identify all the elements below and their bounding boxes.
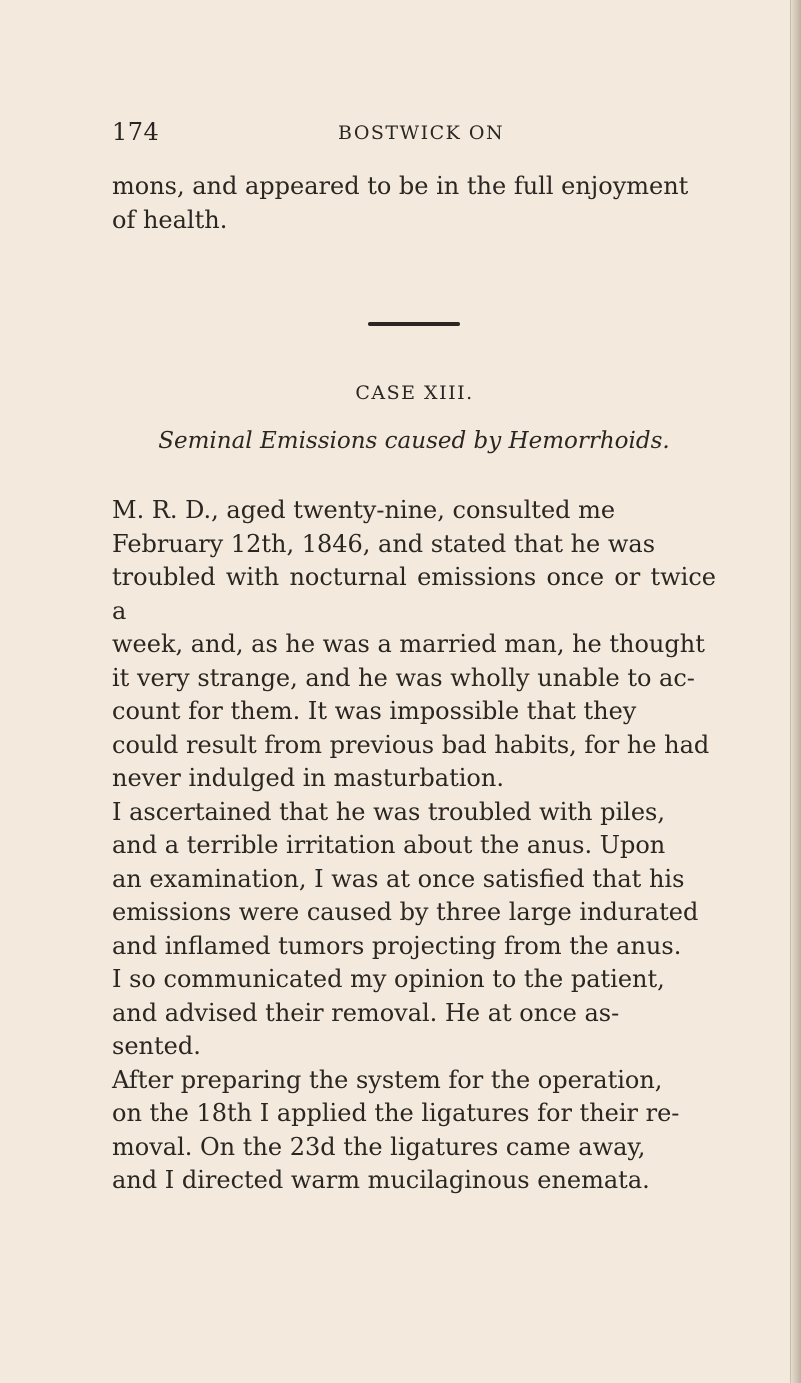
intro-paragraph [112, 170, 716, 237]
page-edge [791, 0, 801, 1383]
case-heading: CASE XIII. [355, 382, 474, 404]
case-title: Seminal Emissions caused by Hemorrhoids. [158, 428, 670, 454]
paragraph-1: M. R. D., aged twenty-nine, consulted me February 12th, 1846, and stated that he was troubled with nocturnal emissions once or twice a week, and, as he was a married man, he thought it very strange, and he was wholly unable to ac- count for them. It was impossible that they could result from previous bad habits, for he had never indulged in masturbation. [112, 496, 716, 792]
paragraph-2: I ascertained that he was troubled with piles, and a terrible irritation about the anus. Upon an examination, I was at once satisfied that his emissions were caused by three large indurated and inflamed tumors projecting from the anus. I so communicated my opinion to the patient, and advised their removal. He at once as- sented. [112, 797, 699, 1060]
page-header [112, 118, 712, 150]
paragraph-3: After preparing the system for the operation, on the 18th I applied the ligatures for their re- moval. On the 23d the ligatures came away, and I directed warm mucilaginous enemata. [112, 1065, 680, 1194]
case-body [112, 494, 716, 1198]
intro-line: mons, and appeared to be in the full enjoyment of health. [112, 172, 689, 234]
page-number: 174 [112, 118, 160, 146]
running-head: BOSTWICK ON [338, 122, 505, 144]
section-divider [368, 322, 460, 326]
